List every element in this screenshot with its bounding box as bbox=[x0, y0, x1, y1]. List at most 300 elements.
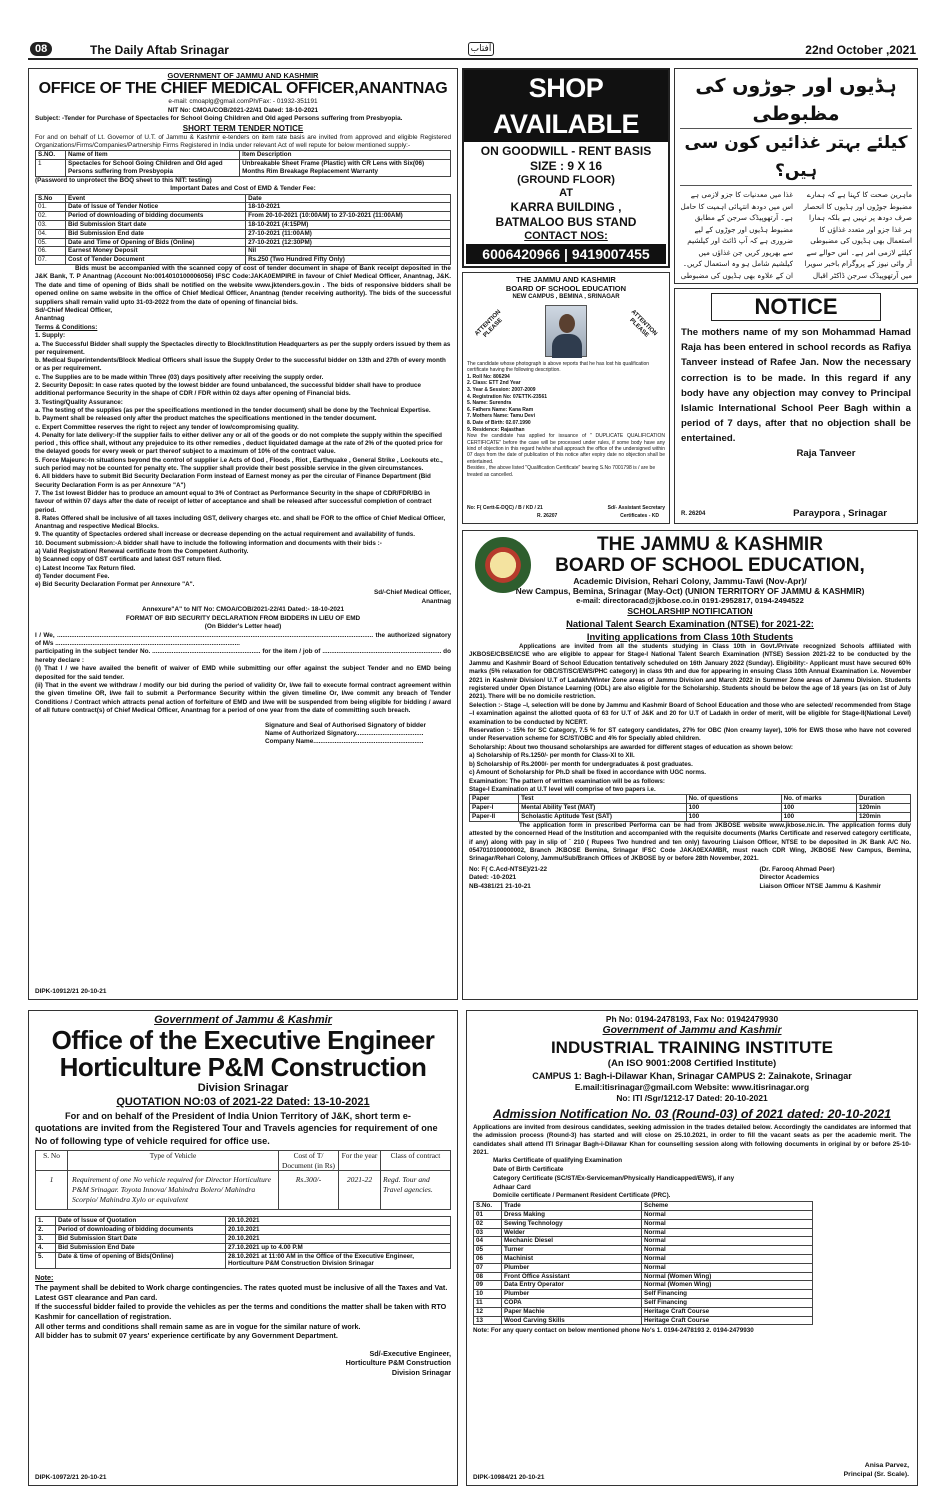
doc-item: Adhaar Card bbox=[493, 1183, 531, 1191]
table-cell: Normal bbox=[642, 1254, 813, 1263]
table-row bbox=[36, 1217, 451, 1226]
table-cell: 100 bbox=[781, 812, 856, 821]
table-cell: 100 bbox=[686, 804, 781, 813]
table-cell: 20.10.2021 bbox=[226, 1235, 451, 1244]
name-correction-notice bbox=[674, 288, 918, 524]
table-cell: 20.10.2021 bbox=[226, 1217, 451, 1226]
table-cell: Bid Submission Start Date bbox=[56, 1235, 226, 1244]
jkbose-para-selection: Selection :- Stage –I, selection will be done by Jammu and Kashmir Board of School Education and those who are selected/ recommended from Stage –I examination against the allotted quota of 63 for U.T of J&K and 20 for U.T of Ladakh in order of merit, will be eligible for Stage-II(National Level) examination to be conducted by NCERT. bbox=[469, 701, 911, 726]
shop-phones: 6006420966 | 9419007455 bbox=[466, 244, 666, 264]
table-cell: Regd. Tour and Travel agencies. bbox=[381, 1171, 451, 1210]
table-cell: 04 bbox=[474, 1237, 502, 1246]
table-cell: Normal (Women Wing) bbox=[642, 1281, 813, 1290]
table-row bbox=[36, 247, 451, 256]
table-cell: Bid Submission End Date bbox=[56, 1243, 226, 1252]
shop-excuse bbox=[464, 265, 668, 268]
table-row bbox=[474, 1219, 813, 1228]
jkbose-small-code: R. 26207 bbox=[537, 513, 558, 519]
table-cell: 120min bbox=[856, 804, 910, 813]
table-cell: Mechanic Diesel bbox=[502, 1237, 642, 1246]
table-cell: 03 bbox=[474, 1228, 502, 1237]
cmo-dates-table bbox=[35, 194, 451, 265]
cmo-subject: Subject: -Tender for Purchase of Spectacles for School Going Children and Old aged Persons suffering from Presbyopia. bbox=[35, 115, 403, 123]
table-cell: Bid Submission End date bbox=[66, 229, 246, 238]
table-cell: Normal (Women Wing) bbox=[642, 1272, 813, 1281]
table-row bbox=[36, 1226, 451, 1235]
table-row bbox=[474, 1237, 813, 1246]
table-cell: 4. bbox=[36, 1243, 56, 1252]
table-header-cell: No. of marks bbox=[781, 795, 856, 804]
table-header-cell: S.No bbox=[36, 194, 66, 203]
jkbose-small-body2: Besides , the above listed "Qualification Certificate" bearing S.No 7001798 is / are be treated as cancelled. bbox=[467, 465, 656, 478]
table-cell: Machinist bbox=[502, 1254, 642, 1263]
table-cell: Heritage Craft Course bbox=[642, 1307, 813, 1316]
detail-line: 5. Name: Surendra bbox=[467, 400, 512, 407]
iti-ref-no: No: ITI /Sgr/1212-17 Dated: 20-10-2021 bbox=[616, 1093, 768, 1103]
table-cell: Period of downloading of bidding documents bbox=[66, 212, 246, 221]
iti-note: Note: For any query contact on below mentioned phone No's 1. 0194-2478193 2. 0194-2479930 bbox=[473, 1327, 754, 1335]
notice-sign: Raja Tanveer bbox=[796, 447, 856, 459]
exec-note: All other terms and conditions shall remain same as are in vogue for the similar nature of work. bbox=[35, 1321, 361, 1331]
table-row bbox=[470, 804, 911, 813]
exec-gov: Government of Jammu & Kashmir bbox=[154, 1014, 332, 1026]
table-row bbox=[36, 221, 451, 230]
jkbose-small-title2: BOARD OF SCHOOL EDUCATION bbox=[505, 284, 627, 293]
jkbose-duplicate-certificate-ad bbox=[462, 272, 670, 524]
table-row bbox=[474, 1202, 813, 1211]
table-cell: 07. bbox=[36, 256, 66, 265]
jkbose-para-reservation: Reservation :- 15% for SC Category, 7.5 % for ST category candidates, 27% for OBC (Non creamy layer), 10% for EWS those who have not covered under Reservation scheme for SC/ST/OBC and 4% for Specially abled children. bbox=[469, 727, 911, 743]
table-cell: Wood Carving Skills bbox=[502, 1316, 642, 1325]
annex-line: participating in the subject tender No. ............................................................. for the item / job of ................................................................... do hereby declare : bbox=[35, 648, 451, 664]
vehicle-table bbox=[35, 1150, 451, 1210]
table-row bbox=[36, 160, 451, 177]
table-cell: 03. bbox=[36, 221, 66, 230]
term-item: c) Latest Income Tax Return filed. bbox=[35, 564, 136, 572]
annex-line: I / We, .................................................................................................................................................................................. the authorized signatory of M/s ........................................................................................................ bbox=[35, 631, 451, 647]
jkbose-ntse-notification bbox=[462, 530, 918, 1000]
iti-intro: Applications are invited from desirous candidates, seeking admission in the trades detailed below. Accordingly the candidates are informed that the admission process (Round-3) has started and will close on 25.10.2021, in order to fill the vacant seats as per the academic merit. The candidates shall attend ITI Srinagar Bagh-i-Dilawar Khan for counselling session along with following documents in original by or before 25-10-2021. bbox=[473, 1124, 911, 1156]
exec-note: All bidder has to submit 07 years' experience certificate by any Government Department. bbox=[35, 1331, 338, 1341]
term-item: 6. All bidders have to submit Bid Security Declaration Form instead of Earnest money as per the circular of Finance Department (Bid Security Declaration Form is as per Annexure "A") bbox=[35, 473, 431, 489]
table-cell: Front Office Assistant bbox=[502, 1272, 642, 1281]
table-row bbox=[474, 1228, 813, 1237]
iti-admission-title: Admission Notification No. 03 (Round-03) of 2021 dated: 20-10-2021 bbox=[493, 1107, 891, 1121]
table-cell: 5. bbox=[36, 1252, 56, 1269]
table-row bbox=[470, 795, 911, 804]
cmo-dipk: DIPK-10912/21 20-10-21 bbox=[35, 987, 107, 995]
table-cell: 27-10-2021 (11:00AM) bbox=[246, 229, 451, 238]
candidate-details bbox=[467, 374, 665, 433]
table-row bbox=[474, 1246, 813, 1255]
signature-line: Signature and Seal of Authorised Signatory of bidder bbox=[265, 721, 426, 729]
detail-line: 8. Date of Birth: 02.07.1990 bbox=[467, 419, 531, 426]
cmo-tender-ad bbox=[28, 68, 458, 1000]
term-item: 4. Penalty for late delivery:-If the supplier fails to either deliver any or all of the goods or do not complete the supply within the specified period , this office shall, without any prejeduice to its other remedies , deduct liquidated damage at the rate of 2% of the quoted price for the delayed goods for every week or part thereof subject to a maximum of 10% of the contract value. bbox=[35, 431, 443, 456]
jkbose-para-eligibility: Applications are invited from all the students studying in Class 10th in Govt./Private recognized Schools affiliated with JKBOSE/CBSE/ICSE who are eligible to appear for Stage-I National Talent Search Examination (NTSE) Session 2021-22 to be conducted by the Jammu and Kashmir Board of School Education tentatively scheduled on 16th January 2022 (Sunday). Eligibility:- Applicant must have secured 60% marks (5% relaxation for OBC/ST/SC/EWS/PHC category) in class 9th and due for appearing in ensuing Class 10th Annual Examination i.e. November 2021 in Kashmir Division/ U.T of Ladakh/Winter Zone areas of Jammu Division and March 2022 in Summer Zone areas of Jammu Division. Students registered under Open Distance Learning (ODL) are also eligible for the Scholarship. Students should be below the age of 18 years (as on 1st of July 2021). There will be no domicile restriction. bbox=[469, 643, 911, 701]
table-row bbox=[474, 1307, 813, 1316]
cmo-terms-title: Terms & Conditions: bbox=[35, 323, 98, 331]
notice-place: Paraypora , Srinagar bbox=[793, 508, 887, 519]
jkbose-emblem-icon bbox=[475, 537, 531, 593]
signature-line: Name of Authorized Signatory...................................... bbox=[265, 729, 424, 737]
shop-line: SIZE : 9 X 16 bbox=[529, 159, 603, 173]
jkbose-nb: NB-4381/21 21-10-21 bbox=[469, 882, 531, 890]
exec-sign-3: Division Srinagar bbox=[391, 1367, 451, 1377]
table-cell: 1 bbox=[36, 160, 66, 177]
urdu-column-left: ماہرین صحت کا کہنا ہے کہ ہمارے مضبوط جوڑوں اور ہڈیوں کا انحصار صرف دودھ پر نہیں ہے بلکہ ہمارا ہر غذا جزو اور متعدد غذاؤں کا استعمال بھی ہڈیوں کی مضبوطی کیلئے لازمی امر ہے۔ اس حوالے سے آر وائی نیوز کے پروگرام باخبر سویرا میں آرتھوپیڈک سرجن ڈاکٹر اقبال bbox=[803, 190, 912, 280]
table-cell: 04. bbox=[36, 229, 66, 238]
table-cell: From 20-10-2021 (10:00AM) to 27-10-2021 (11:00AM) bbox=[246, 212, 451, 221]
table-cell: Date & time of opening of Bids(Online) bbox=[56, 1252, 226, 1269]
table-cell: Nil bbox=[246, 247, 451, 256]
table-header-cell: Class of contract bbox=[381, 1151, 451, 1171]
jkbose-para-scholarship: Scholarship: About two thousand scholarships are awarded for different stages of education as shown below: bbox=[469, 743, 793, 751]
jkbose-dated: Dated: -10-2021 bbox=[469, 874, 517, 882]
exec-dates-table bbox=[35, 1216, 451, 1269]
term-item: d) Tender document Fee. bbox=[35, 572, 110, 580]
table-row bbox=[474, 1298, 813, 1307]
table-row bbox=[36, 1171, 451, 1210]
detail-line: 9. Residence: Rajasthan bbox=[467, 426, 525, 433]
table-header-cell: Type of Vehicle bbox=[68, 1151, 279, 1171]
table-cell: Normal bbox=[642, 1237, 813, 1246]
table-row bbox=[36, 151, 451, 160]
exec-dipk: DIPK-10972/21 20-10-21 bbox=[35, 1474, 107, 1481]
publication-name: The Daily Aftab Srinagar bbox=[90, 43, 229, 57]
trades-table bbox=[473, 1201, 813, 1325]
cmo-item-table bbox=[35, 150, 451, 176]
table-cell: Sewing Technology bbox=[502, 1219, 642, 1228]
table-row bbox=[36, 1252, 451, 1269]
cmo-annex-sub: FORMAT OF BID SECURITY DECLARATION FROM BIDDERS IN LIEU OF EMD bbox=[125, 614, 361, 622]
iti-docs-list bbox=[481, 1157, 911, 1201]
jkbose-small-ref: No: F( Certt-E-DQC) / B / KD / 21 bbox=[467, 505, 543, 511]
jkbose-address-1: Academic Division, Rehari Colony, Jammu-Tawi (Nov-Apr)/ bbox=[573, 576, 807, 586]
table-cell: 11 bbox=[474, 1298, 502, 1307]
cmo-sign-1: Sd/-Chief Medical Officer, bbox=[35, 307, 113, 315]
jkbose-scholarship-title: SCHOLARSHIP NOTIFICATION bbox=[627, 606, 753, 616]
table-cell: Scholastic Aptitude Test (SAT) bbox=[519, 812, 687, 821]
urdu-column-right: غذا میں معدنیات کا جزو لازمی ہے اس میں دودھ انتہائی اہمیت کا حامل ہے۔ آرتھوپیڈک سرجن کے مطابق مضبوط ہڈیوں اور جوڑوں کے لیے ضروری ہے کہ آپ ڈائٹ اور کیلشیم سے بھرپور کریں جن غذاؤں میں کیلشیم شامل ہو وہ استعمال کریں۔ ان کے علاوہ بھی ہڈیوں کی مضبوطی bbox=[680, 190, 793, 280]
table-row bbox=[474, 1254, 813, 1263]
exam-pattern-table bbox=[469, 794, 911, 821]
table-cell: Paper-II bbox=[470, 812, 519, 821]
exec-sign-2: Horticulture P&M Construction bbox=[345, 1358, 451, 1368]
table-cell: Normal bbox=[642, 1219, 813, 1228]
table-cell: 27-10-2021 (12:30PM) bbox=[246, 238, 451, 247]
jkbose-small-intro: The candidate whose photograph is above reports that he has lost his qualification certificate having the following description. bbox=[467, 361, 650, 374]
attention-label-right: ATTENTION PLEASE bbox=[628, 309, 658, 339]
cmo-gov-heading: GOVERNMENT OF JAMMU AND KASHMIR bbox=[167, 71, 319, 80]
table-cell: 27.10.2021 up to 4.00 P.M bbox=[226, 1243, 451, 1252]
shop-line: KARRA BUILDING , bbox=[510, 200, 622, 214]
table-cell: Heritage Craft Course bbox=[642, 1316, 813, 1325]
attention-label-left: ATTENTION PLEASE bbox=[474, 309, 504, 339]
table-cell: 13 bbox=[474, 1316, 502, 1325]
table-header-cell: For the year bbox=[339, 1151, 381, 1171]
iti-sign-name: Anisa Parvez, bbox=[864, 1462, 909, 1469]
table-header-cell: Date bbox=[246, 194, 451, 203]
term-item: 10. Document submission:-A bidder shall have to include the following information and documents with their bids :- bbox=[35, 539, 382, 547]
jkbose-sign-desig: Director Academics bbox=[759, 874, 820, 882]
table-cell: 02 bbox=[474, 1219, 502, 1228]
table-cell: 05. bbox=[36, 238, 66, 247]
notice-body: The mothers name of my son Mohammad Hamad Raja has been entered in school records as Rafiya Tanveer instead of Rafee Jan. Now the necessary correction is to be made. In this regard if any body have any objection may convey to Principal Islamic International School Peer Bagh within a period of 7 days, after that no objection shall be entertained. bbox=[681, 327, 911, 445]
table-row bbox=[36, 238, 451, 247]
table-cell: 09 bbox=[474, 1281, 502, 1290]
table-header-cell: Name of Item bbox=[66, 151, 240, 160]
exec-sign-1: Sd/-Executive Engineer, bbox=[369, 1348, 451, 1358]
term-item: a) Valid Registration/ Renewal certificate from the Competent Authority. bbox=[35, 547, 249, 555]
jkbose-title1: THE JAMMU & KASHMIR bbox=[597, 534, 823, 555]
table-cell: 05 bbox=[474, 1246, 502, 1255]
iti-dipk: DIPK-10984/21 20-10-21 bbox=[473, 1474, 545, 1481]
cmo-terms-list bbox=[35, 332, 451, 589]
table-cell: Spectacles for School Going Children and Old aged Persons suffering from Presbyopia bbox=[66, 160, 240, 177]
table-row bbox=[36, 256, 451, 265]
table-cell: 2. bbox=[36, 1226, 56, 1235]
table-header-cell: Item Description bbox=[240, 151, 451, 160]
table-cell: 100 bbox=[686, 812, 781, 821]
table-cell: 08 bbox=[474, 1272, 502, 1281]
jkbose-address-2: New Campus, Bemina, Srinagar (May-Oct) (UNION TERRITORY OF JAMMU & KASHMIR) bbox=[515, 586, 865, 596]
detail-line: 1. Roll No: 806294 bbox=[467, 373, 510, 380]
table-header-cell: Test bbox=[519, 795, 687, 804]
table-row bbox=[36, 194, 451, 203]
shop-line: (GROUND FLOOR) bbox=[517, 174, 615, 186]
table-cell: 12 bbox=[474, 1307, 502, 1316]
scholarship-item: b) Scholarship of Rs.2000/- per month for undergraduates & post graduates. bbox=[469, 760, 693, 768]
table-cell: 02. bbox=[36, 212, 66, 221]
iti-iso: (An ISO 9001:2008 Certified Institute) bbox=[607, 1058, 777, 1069]
table-cell: Welder bbox=[502, 1228, 642, 1237]
table-header-cell: Duration bbox=[856, 795, 910, 804]
table-cell: Dress Making bbox=[502, 1210, 642, 1219]
table-row bbox=[474, 1272, 813, 1281]
candidate-photo bbox=[545, 305, 587, 357]
cmo-notice-title: SHORT TERM TENDER NOTICE bbox=[182, 123, 304, 133]
cmo-annex-title: Annexure"A" to NIT No: CMOA/COB/2021-22/41 Dated:- 18-10-2021 bbox=[141, 606, 345, 614]
table-row bbox=[36, 212, 451, 221]
iti-email: E.mail:itisrinagar@gmail.com Website: www.itisrinagar.org bbox=[574, 1082, 810, 1092]
term-item: 5. Force Majeure:-In situations beyond the control of supplier i.e Acts of God , Floods , Riot , Earthquake , General Strike , Lockouts etc., such period may not be counted for penalty etc. The supplier shall provide their best possible service in the given circumstances. bbox=[35, 456, 443, 473]
shop-contact-label: CONTACT NOS: bbox=[524, 230, 608, 242]
cmo-password-note: (Password to unprotect the BOQ sheet to this NIT: testing) bbox=[35, 176, 212, 184]
table-cell: 01. bbox=[36, 203, 66, 212]
iti-campus: CAMPUS 1: Bagh-i-Dilawar Khan, Srinagar CAMPUS 2: Zainakote, Srinagar bbox=[532, 1071, 852, 1081]
table-cell: Data Entry Operator bbox=[502, 1281, 642, 1290]
shop-title: SHOP AVAILABLE bbox=[464, 70, 668, 142]
term-item: a. The Successful Bidder shall supply the Spectacles directly to Block/Institution Headquarters as per the supply orders issued by them as per requirement. bbox=[35, 340, 451, 356]
table-row bbox=[36, 1235, 451, 1244]
jkbose-small-title1: THE JAMMU AND KASHMIR bbox=[516, 275, 616, 284]
table-cell: 1. bbox=[36, 1217, 56, 1226]
exec-note: The payment shall be debited to Work charge contingencies. The rates quoted must be inclusive of all the Taxes and Vat. Latest GST clearance and Pan card. bbox=[35, 1283, 448, 1302]
detail-line: 2. Class: ETT 2nd Year bbox=[467, 380, 521, 387]
cmo-email: e-mail: cmoaplg@gmail.comPh/Fax: - 01932-351191 bbox=[168, 98, 318, 106]
table-row bbox=[36, 1151, 451, 1171]
term-item: 2. Security Deposit: In case rates quoted by the lowest bidder are found unbalanced, the successful bidder shall have to produce additional performance Security in the shape of CDR / FDR within 02 days after opening of Financial bids. bbox=[35, 382, 421, 398]
table-cell: Period of downloading of bidding documents bbox=[56, 1226, 226, 1235]
shop-line: BATMALOO BUS STAND bbox=[495, 215, 637, 229]
table-row bbox=[36, 1243, 451, 1252]
jkbose-small-address: NEW CAMPUS , BEMINA , SRINAGAR bbox=[512, 294, 620, 300]
jkbose-inviting: Inviting applications from Class 10th Students bbox=[586, 631, 794, 642]
table-row bbox=[36, 203, 451, 212]
page-number: 08 bbox=[30, 42, 52, 56]
jkbose-title2: BOARD OF SCHOOL EDUCATION, bbox=[555, 555, 865, 576]
jkbose-email: e-mail: directoracad@jkbose.co.in 0191-2952817, 0194-2494522 bbox=[576, 596, 804, 605]
masthead-logo: آفتاب bbox=[468, 42, 494, 56]
exec-quotation-no: QUOTATION NO:03 of 2021-22 Dated: 13-10-2021 bbox=[116, 1096, 370, 1108]
exec-title-2: Horticulture P&M Construction bbox=[59, 1052, 427, 1082]
table-cell: Unbreakable Sheet Frame (Plastic) with CR Lens with Six(06) Months Rim Breakage Replacement Warranty bbox=[240, 160, 451, 177]
detail-line: 4. Registration No: 07ETTK-23561 bbox=[467, 393, 548, 400]
page-header bbox=[28, 42, 918, 60]
table-cell: Bid Submission Start date bbox=[66, 221, 246, 230]
table-cell: Date of Issue of Quotation bbox=[56, 1217, 226, 1226]
urdu-health-article bbox=[674, 68, 918, 284]
table-cell: Turner bbox=[502, 1246, 642, 1255]
table-cell: Self Financing bbox=[642, 1298, 813, 1307]
table-cell: 28.10.2021 at 11:00 AM in the Office of the Executive Engineer, Horticulture P&M Construction Division Srinagar bbox=[226, 1252, 451, 1269]
term-item: b. Payment shall be released only after the product matches the specifications mentioned in the tender document. bbox=[35, 415, 377, 423]
table-header-cell: Scheme bbox=[642, 1202, 813, 1211]
table-cell: 07 bbox=[474, 1263, 502, 1272]
exec-intro: For and on behalf of the President of India Union Territory of J&K, short term e-quotations are invited from the Registered Tour and Travels agencies for requirement of one No of following type of vehicle required for office use. bbox=[35, 1111, 438, 1146]
jkbose-pattern: Examination: The pattern of written examination will be as follows: bbox=[469, 777, 665, 785]
table-cell: 01 bbox=[474, 1210, 502, 1219]
urdu-headline-1: ہڈیوں اور جوڑوں کی مظبوطی bbox=[680, 72, 912, 129]
exec-division: Division Srinagar bbox=[197, 1082, 289, 1094]
cmo-title: OFFICE OF THE CHIEF MEDICAL OFFICER,ANANTNAG bbox=[38, 80, 448, 98]
iti-phone: Ph No: 0194-2478193, Fax No: 01942479930 bbox=[605, 1014, 779, 1024]
table-cell: Normal bbox=[642, 1246, 813, 1255]
cmo-dates-title: Important Dates and Cost of EMD & Tender Fee: bbox=[170, 185, 316, 193]
jkbose-ntse-title: National Talent Search Examination (NTSE) for 2021-22: bbox=[566, 618, 814, 629]
term-item: 9. The quantity of Spectacles ordered shall increase or decrease depending on the actual requirement and availability of funds. bbox=[35, 531, 416, 539]
term-item: c. The Supplies are to be made within Three (03) days positively after receiving the supply order. bbox=[35, 373, 324, 381]
term-item: 1. Supply: bbox=[35, 332, 66, 340]
table-cell: Plumber bbox=[502, 1263, 642, 1272]
cmo-bids-paragraph: Bids must be accompanied with the scanned copy of cost of tender document in shape of Bank receipt deposited in the J&K Bank, T. P Anantnag (Account No:0014010100006056) IFSC Code:JAKA0EMPIRE in favour of Chief Medical Officer, Anantnag, J&K. The date and time of opening of Bids shall be notified on the website www.jktenders.gov.in . The bids of responsive bidders shall be opened online on same website in the office of Chief Medical Officer, Anantnag (tender receiving authority). The bids of the successful suppliers shall remain valid upto 31-03-2022 from the date of opening of financial bids. bbox=[35, 265, 451, 306]
cmo-sign-2: Sd/-Chief Medical Officer, bbox=[373, 589, 451, 597]
doc-item: Marks Certificate of qualifying Examination bbox=[493, 1157, 623, 1165]
jkbose-small-sign2: Certificates - KD bbox=[620, 513, 659, 519]
iti-gov: Government of Jammu and Kashmir bbox=[602, 1025, 782, 1036]
table-cell: Normal bbox=[642, 1210, 813, 1219]
iti-sign-desig: Principal (Sr. Scale). bbox=[843, 1471, 909, 1478]
term-item: b. Medical Superintendents/Block Medical Officers shall issue the Supply Order to the successful bidder on 13th and 27th of every month or as per requirement. bbox=[35, 357, 446, 373]
doc-item: Date of Birth Certificate bbox=[493, 1165, 564, 1173]
table-cell: 20.10.2021 bbox=[226, 1226, 451, 1235]
table-row bbox=[474, 1281, 813, 1290]
table-cell: 100 bbox=[781, 804, 856, 813]
table-header-cell: Cost of T/ Document (in Rs) bbox=[279, 1151, 339, 1171]
table-cell: Rs.300/- bbox=[279, 1171, 339, 1210]
table-header-cell: S. No bbox=[36, 1151, 68, 1171]
shop-ad bbox=[462, 68, 670, 268]
table-cell: Earnest Money Deposit bbox=[66, 247, 246, 256]
table-cell: Rs.250 (Two Hundred Fifty Only) bbox=[246, 256, 451, 265]
table-row bbox=[36, 229, 451, 238]
jkbose-sign-desig2: Liaison Officer NTSE Jammu & Kashmir bbox=[759, 882, 881, 890]
notice-title: NOTICE bbox=[711, 293, 881, 321]
jkbose-ref-no: No: F( C.Acd-NTSE)/21-22 bbox=[469, 865, 548, 873]
table-cell: 3. bbox=[36, 1235, 56, 1244]
cmo-intro: For and on behalf of Lt. Governor of U.T. of Jammu & Kashmir e-tenders on item rate basis are invited from approved and eligible Registered Organizations/Firms/Companies/Partnership Firms Registered in India under relevant Act of well repute for below mentioned supply:- bbox=[35, 133, 451, 150]
table-cell: 06 bbox=[474, 1254, 502, 1263]
term-item: 7. The 1st lowest Bidder has to produce an amount equal to 3% of Contract as Performance Security in the shape of CDR/FDR/BG in favour of within 07 days after the date of receipt of letter of acceptance and shall be released after successful completion of contract period. bbox=[35, 489, 432, 514]
table-cell: Plumber bbox=[502, 1290, 642, 1299]
table-cell: Normal bbox=[642, 1228, 813, 1237]
table-cell: 2021-22 bbox=[339, 1171, 381, 1210]
table-row bbox=[474, 1263, 813, 1272]
term-item: 8. Rates Offered shall be inclusive of all taxes including GST, delivery charges etc. and shall be FOR to the office of Chief Medical Officer, Anantnag and respective Medical Blocks. bbox=[35, 514, 446, 531]
table-header-cell: Trade bbox=[502, 1202, 642, 1211]
table-cell: Paper-I bbox=[470, 804, 519, 813]
cmo-annex-sub2: (On Bidder's Letter head) bbox=[204, 623, 282, 631]
table-row bbox=[470, 812, 911, 821]
table-cell: Requirement of one No vehicle required for Director Horticulture P&M Srinagar. Toyota Innova/ Mahindra Bolero/ Mahindra Scorpio/ Mahindra Xylo or equivalent bbox=[68, 1171, 279, 1210]
cmo-sign-2b: Anantnag bbox=[421, 597, 451, 605]
table-header-cell: No. of questions bbox=[686, 795, 781, 804]
signature-line: Company Name.............................................................. bbox=[265, 738, 424, 746]
table-cell: 1 bbox=[36, 1171, 68, 1210]
jkbose-para-application: The application form in prescribed Performa can be had from JKBOSE website www.jkbose.nic.in. The application forms duly attested by the concerned Head of the Institution and accompanied with the requisite documents (Marks Certificate and reserved category certificate, if any) along with pay in slip of ` 210 ( Rupees Two hundred and ten only) favouring Liaison Officer, NTSE to be deposited in JK Bank A/C No. 0547010100000002, Branch JKBOSE Bemina, Srinagar IFSC Code JAKA0EXAMBR, must reach CDR Wing, JKBOSE New Campus, Bemina, Srinagar/Rehari Colony, Jammu/Sub/Branch Offices of JKBOSE by or before 28th November, 2021. bbox=[469, 821, 911, 863]
urdu-headline-2: کیلئے بہتر غذائیں کون سی ہیں؟ bbox=[680, 129, 912, 186]
annex-line: (ii) That in the event we withdraw / modify our bid during the period of validity Or, I/we fail to execute formal contract agreement within the given timeline OR, I/we fail to submit a Performance Security within the given timeline Or, I/we commit any breach of Tender Conditions / Contract which attracts penal action of forfeiture of EMD and I/we will be suspended from being eligible for bidding / award of all future contract(s) of Chief Medical Officer, Anantnag for a period of one year from the date of committing such breach. bbox=[35, 681, 451, 715]
table-cell: 18-10-2021 bbox=[246, 203, 451, 212]
exec-note-label: Note: bbox=[35, 1273, 54, 1283]
jkbose-stage: Stage-I Examination at U.T level will comprise of two papers i.e. bbox=[469, 785, 656, 793]
table-header-cell: S.No. bbox=[474, 1202, 502, 1211]
iti-admission-ad bbox=[466, 1010, 918, 1486]
detail-line: 3. Year & Session: 2007-2009 bbox=[467, 387, 536, 393]
jkbose-small-sign: Sd/- Assistant Secretary bbox=[607, 505, 665, 511]
table-cell: COPA bbox=[502, 1298, 642, 1307]
table-row bbox=[474, 1290, 813, 1299]
table-cell: Cost of Tender Document bbox=[66, 256, 246, 265]
table-cell: Paper Machie bbox=[502, 1307, 642, 1316]
detail-line: 6. Fathers Name: Kana Ram bbox=[467, 406, 534, 413]
table-cell: Date and Time of Opening of Bids (Online) bbox=[66, 238, 246, 247]
executive-engineer-quotation-ad bbox=[28, 1010, 458, 1486]
term-item: e) Bid Security Declaration Format per Annexure "A". bbox=[35, 581, 195, 589]
doc-item: Category Certificate (SC/ST/Ex-Serviceman/Physically Handicapped/EWS), if any bbox=[493, 1174, 735, 1182]
table-row bbox=[474, 1316, 813, 1325]
doc-item: Domicile certificate / Permanent Resident Certificate (PRC). bbox=[493, 1192, 671, 1200]
issue-date: 22nd October ,2021 bbox=[805, 43, 916, 57]
cmo-nit: NIT No: CMOA/COB/2021-22/41 Dated: 18-10-2021 bbox=[167, 106, 319, 114]
shop-line: AT bbox=[559, 187, 573, 199]
notice-code: R. 26204 bbox=[681, 511, 706, 517]
table-cell: Normal bbox=[642, 1263, 813, 1272]
table-cell: 18-10-2021 (4:15PM) bbox=[246, 221, 451, 230]
shop-line: ON GOODWILL - RENT BASIS bbox=[480, 144, 652, 158]
table-cell: 10 bbox=[474, 1290, 502, 1299]
term-item: b) Scanned copy of GST certificate and latest GST return filed. bbox=[35, 556, 222, 564]
table-cell: 120min bbox=[856, 812, 910, 821]
exec-note: If the successful bidder failed to provide the vehicles as per the terms and conditions the matter shall be taken with RTO Kashmir for cancellation of registration. bbox=[35, 1302, 447, 1321]
iti-title: INDUSTRIAL TRAINING INSTITUTE bbox=[550, 1038, 834, 1057]
table-header-cell: Event bbox=[66, 194, 246, 203]
table-header-cell: S.NO. bbox=[36, 151, 66, 160]
table-row bbox=[474, 1210, 813, 1219]
annex-line: (i) That I / we have availed the benefit of waiver of EMD while submitting our offer against the subject Tender and no EMD being deposited for the said tender. bbox=[35, 665, 451, 681]
term-item: a. The testing of the supplies (as per the specifications mentioned in the tender document) shall be done by the Technical Expertise. bbox=[35, 406, 431, 414]
